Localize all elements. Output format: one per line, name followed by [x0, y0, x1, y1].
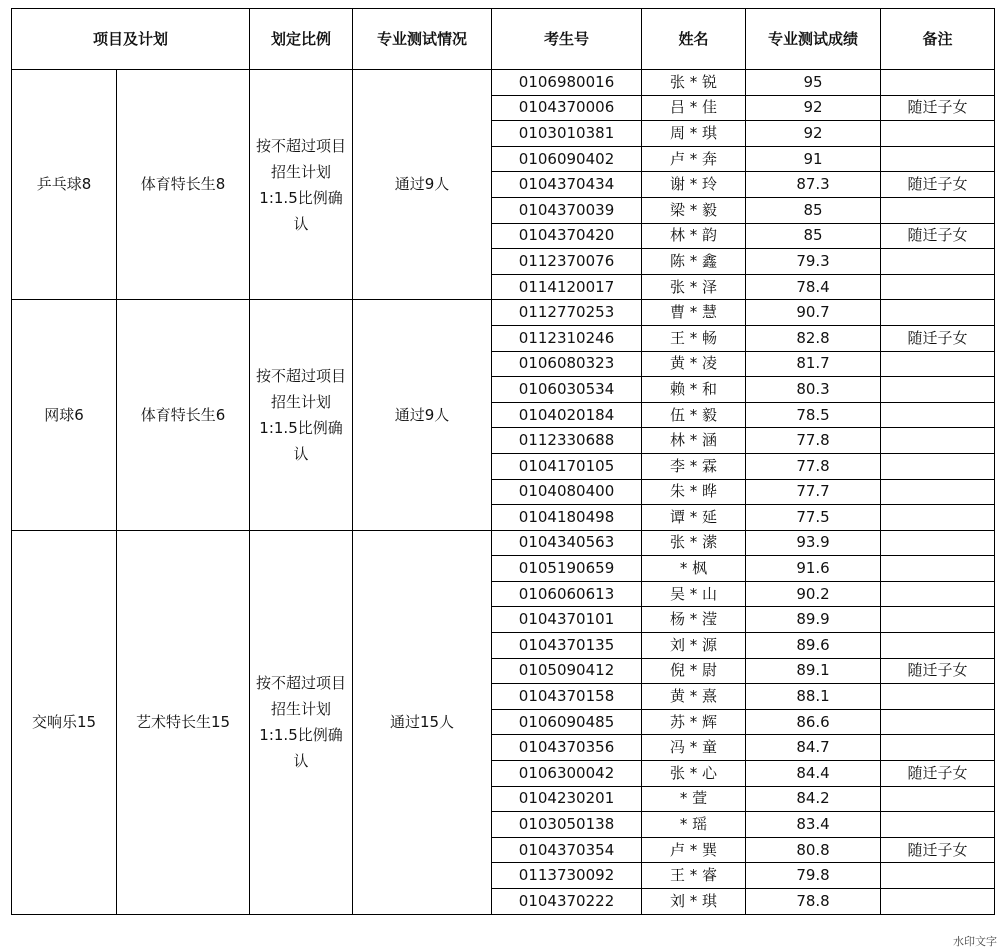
group-plan: 艺术特长生15	[117, 530, 250, 914]
score-cell: 84.7	[746, 735, 881, 761]
remark-cell	[881, 863, 995, 889]
remark-cell	[881, 453, 995, 479]
name-cell: 张 * 锐	[642, 70, 746, 96]
score-cell: 78.5	[746, 402, 881, 428]
name-cell: 周 * 琪	[642, 121, 746, 147]
name-cell: 王 * 睿	[642, 863, 746, 889]
exam-no-cell: 0104370420	[492, 223, 642, 249]
remark-cell: 随迁子女	[881, 325, 995, 351]
score-cell: 78.4	[746, 274, 881, 300]
name-cell: * 瑶	[642, 812, 746, 838]
exam-no-cell: 0104370222	[492, 889, 642, 915]
score-cell: 79.3	[746, 249, 881, 275]
name-cell: 王 * 畅	[642, 325, 746, 351]
name-cell: 张 * 心	[642, 761, 746, 787]
exam-no-cell: 0104080400	[492, 479, 642, 505]
header-name: 姓名	[642, 9, 746, 70]
name-cell: 朱 * 晔	[642, 479, 746, 505]
remark-cell: 随迁子女	[881, 223, 995, 249]
remark-cell: 随迁子女	[881, 837, 995, 863]
score-cell: 89.1	[746, 658, 881, 684]
header-ratio: 划定比例	[250, 9, 353, 70]
score-cell: 90.7	[746, 300, 881, 326]
score-cell: 83.4	[746, 812, 881, 838]
score-cell: 92	[746, 95, 881, 121]
score-cell: 93.9	[746, 530, 881, 556]
exam-no-cell: 0104180498	[492, 505, 642, 531]
name-cell: 张 * 泽	[642, 274, 746, 300]
group-ratio: 按不超过项目招生计划1:1.5比例确认	[250, 300, 353, 530]
group-status: 通过15人	[353, 530, 492, 914]
remark-cell	[881, 146, 995, 172]
name-cell: 黄 * 凌	[642, 351, 746, 377]
name-cell: 曹 * 慧	[642, 300, 746, 326]
exam-no-cell: 0104370434	[492, 172, 642, 198]
name-cell: 刘 * 源	[642, 633, 746, 659]
exam-no-cell: 0104230201	[492, 786, 642, 812]
remark-cell	[881, 889, 995, 915]
score-cell: 79.8	[746, 863, 881, 889]
exam-no-cell: 0104370006	[492, 95, 642, 121]
table-row	[12, 300, 995, 326]
name-cell: 卢 * 巽	[642, 837, 746, 863]
score-cell: 90.2	[746, 581, 881, 607]
header-test-status: 专业测试情况	[353, 9, 492, 70]
name-cell: * 萱	[642, 786, 746, 812]
name-cell: 伍 * 毅	[642, 402, 746, 428]
header-remark: 备注	[881, 9, 995, 70]
score-cell: 89.9	[746, 607, 881, 633]
remark-cell: 随迁子女	[881, 658, 995, 684]
score-cell: 88.1	[746, 684, 881, 710]
watermark: 水印文字	[953, 935, 997, 948]
exam-no-cell: 0104170105	[492, 453, 642, 479]
remark-cell	[881, 197, 995, 223]
remark-cell	[881, 530, 995, 556]
remark-cell	[881, 709, 995, 735]
group-ratio: 按不超过项目招生计划1:1.5比例确认	[250, 530, 353, 914]
exam-no-cell: 0103050138	[492, 812, 642, 838]
score-cell: 91.6	[746, 556, 881, 582]
table-body	[12, 70, 995, 915]
exam-no-cell: 0106090402	[492, 146, 642, 172]
exam-no-cell: 0112310246	[492, 325, 642, 351]
exam-no-cell: 0112770253	[492, 300, 642, 326]
group-plan: 体育特长生6	[117, 300, 250, 530]
exam-no-cell: 0104370101	[492, 607, 642, 633]
exam-no-cell: 0105190659	[492, 556, 642, 582]
remark-cell	[881, 735, 995, 761]
name-cell: 梁 * 毅	[642, 197, 746, 223]
remark-cell	[881, 70, 995, 96]
group-status: 通过9人	[353, 70, 492, 300]
exam-no-cell: 0104370354	[492, 837, 642, 863]
score-cell: 77.5	[746, 505, 881, 531]
group-project: 网球6	[12, 300, 117, 530]
name-cell: 吴 * 山	[642, 581, 746, 607]
remark-cell	[881, 479, 995, 505]
results-sheet	[11, 8, 994, 936]
group-project: 交响乐15	[12, 530, 117, 914]
group-plan: 体育特长生8	[117, 70, 250, 300]
name-cell: 杨 * 滢	[642, 607, 746, 633]
score-cell: 77.8	[746, 453, 881, 479]
exam-no-cell: 0106080323	[492, 351, 642, 377]
score-cell: 80.3	[746, 377, 881, 403]
score-cell: 81.7	[746, 351, 881, 377]
score-cell: 85	[746, 223, 881, 249]
name-cell: 林 * 韵	[642, 223, 746, 249]
exam-no-cell: 0106090485	[492, 709, 642, 735]
remark-cell	[881, 121, 995, 147]
name-cell: 谭 * 延	[642, 505, 746, 531]
exam-no-cell: 0104370135	[492, 633, 642, 659]
exam-no-cell: 0106980016	[492, 70, 642, 96]
remark-cell	[881, 786, 995, 812]
name-cell: 林 * 涵	[642, 428, 746, 454]
exam-no-cell: 0104370039	[492, 197, 642, 223]
header-exam-no: 考生号	[492, 9, 642, 70]
group-status: 通过9人	[353, 300, 492, 530]
exam-no-cell: 0105090412	[492, 658, 642, 684]
name-cell: * 枫	[642, 556, 746, 582]
exam-no-cell: 0104370356	[492, 735, 642, 761]
score-cell: 77.8	[746, 428, 881, 454]
score-cell: 89.6	[746, 633, 881, 659]
remark-cell	[881, 607, 995, 633]
results-table	[11, 8, 995, 915]
name-cell: 冯 * 童	[642, 735, 746, 761]
remark-cell	[881, 249, 995, 275]
name-cell: 李 * 霖	[642, 453, 746, 479]
exam-no-cell: 0106300042	[492, 761, 642, 787]
name-cell: 倪 * 尉	[642, 658, 746, 684]
name-cell: 赖 * 和	[642, 377, 746, 403]
score-cell: 86.6	[746, 709, 881, 735]
score-cell: 85	[746, 197, 881, 223]
remark-cell	[881, 377, 995, 403]
name-cell: 吕 * 佳	[642, 95, 746, 121]
group-ratio: 按不超过项目招生计划1:1.5比例确认	[250, 70, 353, 300]
score-cell: 82.8	[746, 325, 881, 351]
exam-no-cell: 0104370158	[492, 684, 642, 710]
remark-cell: 随迁子女	[881, 95, 995, 121]
remark-cell: 随迁子女	[881, 761, 995, 787]
remark-cell	[881, 684, 995, 710]
score-cell: 77.7	[746, 479, 881, 505]
exam-no-cell: 0106030534	[492, 377, 642, 403]
name-cell: 刘 * 琪	[642, 889, 746, 915]
score-cell: 84.4	[746, 761, 881, 787]
remark-cell	[881, 351, 995, 377]
score-cell: 92	[746, 121, 881, 147]
score-cell: 84.2	[746, 786, 881, 812]
exam-no-cell: 0112370076	[492, 249, 642, 275]
name-cell: 卢 * 奔	[642, 146, 746, 172]
table-row	[12, 70, 995, 96]
exam-no-cell: 0106060613	[492, 581, 642, 607]
remark-cell: 随迁子女	[881, 172, 995, 198]
header-row	[12, 9, 995, 70]
remark-cell	[881, 505, 995, 531]
remark-cell	[881, 428, 995, 454]
score-cell: 95	[746, 70, 881, 96]
remark-cell	[881, 402, 995, 428]
group-project: 乒乓球8	[12, 70, 117, 300]
name-cell: 谢 * 玲	[642, 172, 746, 198]
exam-no-cell: 0112330688	[492, 428, 642, 454]
header-project-plan: 项目及计划	[12, 9, 250, 70]
remark-cell	[881, 581, 995, 607]
table-row	[12, 530, 995, 556]
remark-cell	[881, 274, 995, 300]
remark-cell	[881, 556, 995, 582]
exam-no-cell: 0104340563	[492, 530, 642, 556]
exam-no-cell: 0114120017	[492, 274, 642, 300]
name-cell: 陈 * 鑫	[642, 249, 746, 275]
score-cell: 87.3	[746, 172, 881, 198]
remark-cell	[881, 812, 995, 838]
name-cell: 张 * 潆	[642, 530, 746, 556]
name-cell: 苏 * 辉	[642, 709, 746, 735]
exam-no-cell: 0104020184	[492, 402, 642, 428]
name-cell: 黄 * 熹	[642, 684, 746, 710]
remark-cell	[881, 633, 995, 659]
score-cell: 78.8	[746, 889, 881, 915]
score-cell: 91	[746, 146, 881, 172]
score-cell: 80.8	[746, 837, 881, 863]
exam-no-cell: 0113730092	[492, 863, 642, 889]
exam-no-cell: 0103010381	[492, 121, 642, 147]
header-score: 专业测试成绩	[746, 9, 881, 70]
remark-cell	[881, 300, 995, 326]
